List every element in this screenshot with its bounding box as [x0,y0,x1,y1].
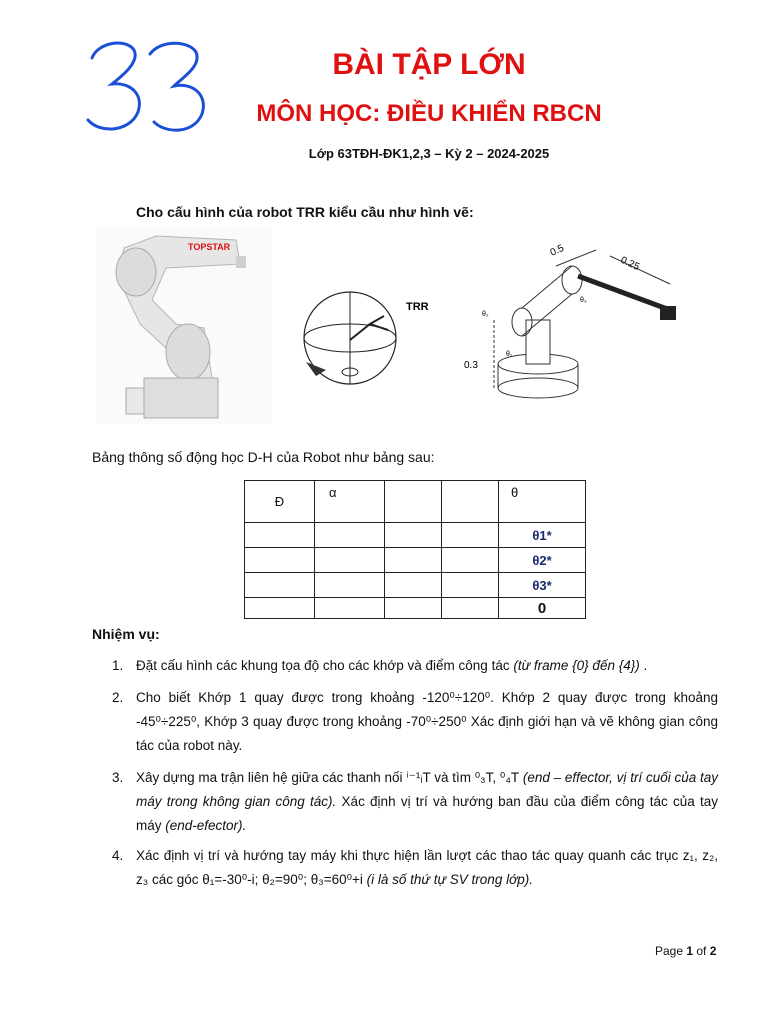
theta-cell: θ3* [499,573,586,598]
class-info: Lớp 63TĐH-ĐK1,2,3 – Kỳ 2 – 2024-2025 [308,146,550,161]
dimension-05: 0.5 [548,242,566,259]
theta-cell: θ2* [499,548,586,573]
task-item-3: 3. Xây dựng ma trận liên hệ giữa các thanh nối ⁱ⁻¹ᵢT và tìm ⁰₃T, ⁰₄T (end – effector, vị trí cuối của tay máy trong không gian công tác). Xác định vị trí và hướng ban đầu của điểm công tác của tay máy (end-efector). [112,770,718,833]
header-cell: α [315,481,385,523]
spherical-workspace-figure [292,284,442,394]
tasks-heading: Nhiệm vụ: [92,626,160,642]
table-row [245,598,586,619]
subject-title: MÔN HỌC: ĐIỀU KHIỂN RBCN [256,100,602,127]
task-item-4: 4. Xác định vị trí và hướng tay máy khi thực hiện lần lượt các thao tác quay quanh các trục z₁, z₂, z₃ các góc θ₁=-30⁰-i; θ₂=90⁰; θ₃=60⁰+i (i là số thứ tự SV trong lớp). [112,848,718,887]
sphere-label-trr: TRR [406,301,429,313]
header-cell: θ [499,481,586,523]
robot-photo [96,228,272,424]
intro-text: Cho cấu hình của robot TRR kiểu cầu như hình vẽ: [136,204,474,220]
dh-parameter-table [244,480,586,619]
table-header-row [245,481,586,523]
theta2-label: θ₂ [482,311,489,318]
task-item-2: 2. Cho biết Khớp 1 quay được trong khoảng -120⁰÷120⁰. Khớp 2 quay được trong khoảng -45⁰÷225⁰, Khớp 3 quay được trong khoảng -70⁰÷250⁰ Xác định giới hạn và vẽ không gian công tác của robot này. [112,690,718,753]
theta-cell: θ1* [499,523,586,548]
dh-table-intro: Bảng thông số động học D-H của Robot như bảng sau: [92,449,435,465]
table-row [245,548,586,573]
header-cell [385,481,442,523]
photo-brand-label: TOPSTAR [188,242,231,252]
dimension-03: 0.3 [464,360,478,371]
theta-cell: 0 [499,598,586,619]
page-title: BÀI TẬP LỚN [332,48,526,81]
dimension-025: 0.25 [618,254,642,273]
task-item-1: 1. Đặt cấu hình các khung tọa độ cho các khớp và điểm công tác (từ frame {0} đến {4}) . [112,658,648,673]
table-row [245,523,586,548]
kinematic-sketch-figure [460,236,710,404]
header-cell: Đ [245,481,315,523]
theta1-label: θ₁ [506,351,513,358]
page-footer: Page 1 of 2 [655,944,717,958]
theta3-label: θ₃ [580,297,587,304]
header-cell [442,481,499,523]
table-row [245,573,586,598]
